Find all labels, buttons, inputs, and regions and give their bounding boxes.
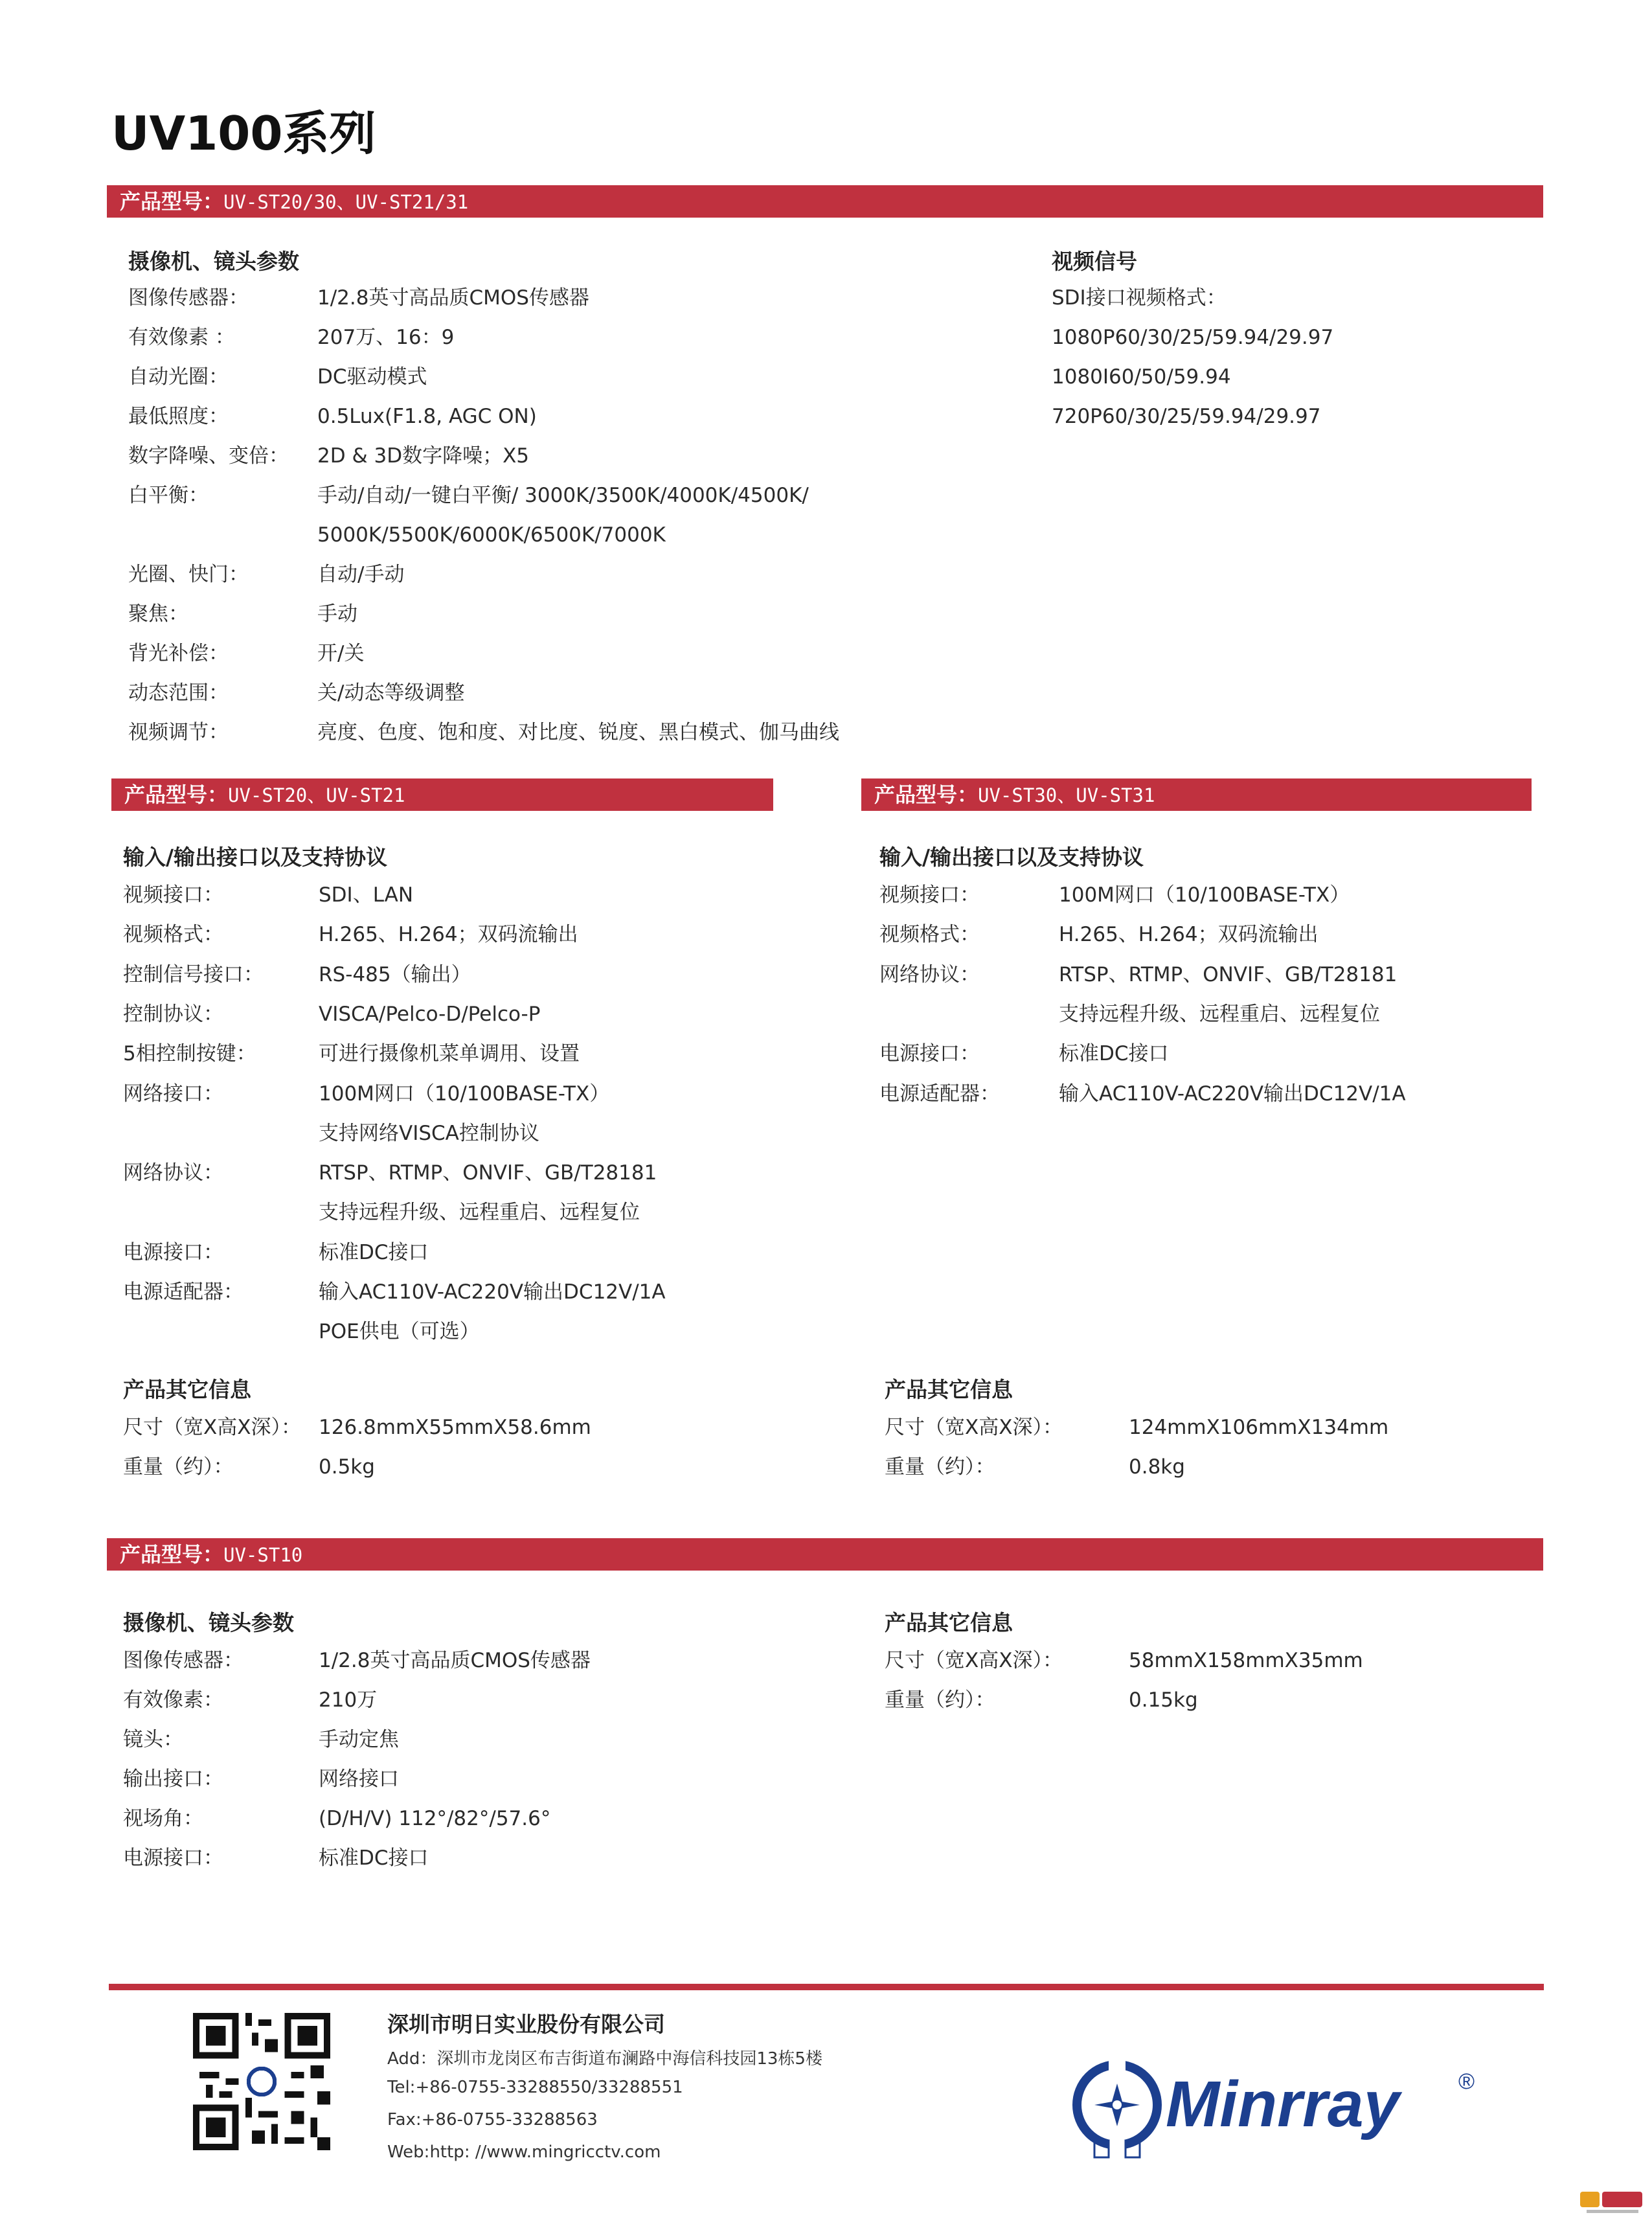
company-fax: Fax:+86-0755-33288563	[387, 2110, 598, 2129]
spec-label: 视频接口：	[123, 883, 223, 907]
spec-value: 5000K/5500K/6000K/6500K/7000K	[317, 523, 666, 547]
spec-label: 光圈、快门：	[128, 563, 249, 586]
spec-label: 电源接口：	[879, 1042, 980, 1066]
spec-value: 0.5Lux(F1.8, AGC ON)	[317, 405, 537, 428]
spec-value: VISCA/Pelco-D/Pelco-P	[319, 1002, 541, 1026]
spec-label: 网络协议：	[879, 962, 980, 986]
spec-value: 124mmX106mmX134mm	[1129, 1416, 1389, 1439]
spec-value: 标准DC接口	[1059, 1042, 1169, 1066]
spec-label: 网络接口：	[123, 1082, 223, 1106]
company-name: 深圳市明日实业股份有限公司	[387, 2012, 665, 2037]
spec-value: 1/2.8英寸高品质CMOS传感器	[319, 1649, 591, 1672]
other-info-heading-st10: 产品其它信息	[885, 1610, 1013, 1635]
spec-value: 1/2.8英寸高品质CMOS传感器	[317, 286, 589, 310]
section-bar-uv-st20-21	[111, 778, 773, 811]
spec-label: 聚焦：	[128, 602, 188, 626]
spec-value: 亮度、色度、饱和度、对比度、锐度、黑白模式、伽马曲线	[317, 721, 839, 744]
other-info-heading-left: 产品其它信息	[123, 1377, 251, 1402]
video-format-line: SDI接口视频格式：	[1052, 286, 1227, 310]
company-web[interactable]: Web:http: //www.mingricctv.com	[387, 2142, 661, 2162]
spec-value: RTSP、RTMP、ONVIF、GB/T28181	[319, 1161, 657, 1185]
watermark-logo	[1580, 2189, 1645, 2215]
spec-label: 图像传感器：	[128, 286, 249, 310]
spec-value: 0.15kg	[1129, 1688, 1198, 1712]
spec-label: 视频接口：	[879, 883, 980, 907]
spec-label: 重量（约）：	[885, 1688, 995, 1712]
spec-value: 207万、16：9	[317, 326, 455, 349]
video-format-line: 1080I60/50/59.94	[1052, 365, 1231, 389]
spec-value: 手动定焦	[319, 1728, 399, 1751]
spec-value: 标准DC接口	[319, 1846, 429, 1870]
spec-value: 开/关	[317, 642, 365, 665]
spec-value: 关/动态等级调整	[317, 681, 465, 705]
spec-value: DC驱动模式	[317, 365, 427, 389]
other-info-heading-right: 产品其它信息	[885, 1377, 1013, 1402]
spec-label: 控制协议：	[123, 1002, 223, 1026]
spec-value: 网络接口	[319, 1767, 399, 1791]
spec-value: 100M网口（10/100BASE-TX）	[319, 1082, 610, 1106]
spec-label: 背光补偿：	[128, 642, 229, 665]
camera-params-heading-st10: 摄像机、镜头参数	[123, 1610, 294, 1635]
spec-label: 电源适配器：	[879, 1082, 1000, 1106]
spec-label: 电源接口：	[123, 1240, 223, 1264]
spec-value: RTSP、RTMP、ONVIF、GB/T28181	[1059, 962, 1397, 986]
spec-label: 视频格式：	[123, 923, 223, 947]
spec-label: 网络协议：	[123, 1161, 223, 1185]
logo-text: Minrray	[1166, 2068, 1400, 2141]
spec-value: 手动/自动/一键白平衡/ 3000K/3500K/4000K/4500K/	[317, 484, 809, 507]
spec-value: 可进行摄像机菜单调用、设置	[319, 1042, 580, 1066]
spec-label: 控制信号接口：	[123, 962, 264, 986]
spec-label: 白平衡：	[128, 484, 209, 507]
bar-label: 产品型号：	[124, 782, 229, 807]
spec-label: 尺寸（宽X高X深）：	[885, 1416, 1063, 1439]
bar-label: 产品型号：	[120, 1542, 224, 1567]
bar-model: UV-ST20/30、UV-ST21/31	[223, 191, 469, 213]
spec-label: 重量（约）：	[885, 1455, 995, 1479]
spec-value: 支持远程升级、远程重启、远程复位	[1059, 1002, 1380, 1026]
qr-code-icon	[193, 2013, 330, 2150]
io-heading-right: 输入/输出接口以及支持协议	[879, 845, 1144, 870]
spec-label: 镜头：	[123, 1728, 183, 1751]
spec-value: H.265、H.264；双码流输出	[1059, 923, 1318, 947]
spec-value: 2D & 3D数字降噪；X5	[317, 444, 530, 468]
spec-value: 126.8mmX55mmX58.6mm	[319, 1416, 591, 1439]
spec-value: 自动/手动	[317, 563, 405, 586]
section-bar-uv-st30-31	[861, 778, 1532, 811]
spec-label: 视场角：	[123, 1807, 203, 1830]
spec-value: RS-485（输出）	[319, 962, 471, 986]
spec-label: 自动光圈：	[128, 365, 229, 389]
spec-value: 支持网络VISCA控制协议	[319, 1121, 539, 1145]
spec-value: 输入AC110V-AC220V输出DC12V/1A	[319, 1280, 666, 1304]
io-heading-left: 输入/输出接口以及支持协议	[123, 845, 388, 870]
bar-label: 产品型号：	[120, 189, 224, 214]
video-format-line: 1080P60/30/25/59.94/29.97	[1052, 326, 1334, 349]
spec-label: 重量（约）：	[123, 1455, 234, 1479]
spec-label: 图像传感器：	[123, 1649, 243, 1672]
section-bar-uv-st20-30-21-31	[107, 185, 1543, 218]
spec-value: 58mmX158mmX35mm	[1129, 1649, 1363, 1672]
spec-label: 视频调节：	[128, 721, 229, 744]
spec-value: 210万	[319, 1688, 378, 1712]
bar-model: UV-ST10	[223, 1544, 303, 1566]
company-address: Add：深圳市龙岗区布吉街道布澜路中海信科技园13栋5楼	[387, 2049, 822, 2069]
spec-label: 最低照度：	[128, 405, 229, 428]
spec-label: 输出接口：	[123, 1767, 223, 1791]
spec-value: 0.8kg	[1129, 1455, 1185, 1479]
spec-value: 输入AC110V-AC220V输出DC12V/1A	[1059, 1082, 1406, 1106]
video-format-line: 720P60/30/25/59.94/29.97	[1052, 405, 1321, 428]
spec-value: 0.5kg	[319, 1455, 375, 1479]
spec-label: 尺寸（宽X高X深）：	[123, 1416, 301, 1439]
spec-label: 尺寸（宽X高X深）：	[885, 1649, 1063, 1672]
spec-label: 动态范围：	[128, 681, 229, 705]
company-tel: Tel:+86-0755-33288550/33288551	[387, 2078, 683, 2097]
spec-label: 电源接口：	[123, 1846, 223, 1870]
bar-model: UV-ST30、UV-ST31	[978, 784, 1155, 806]
spec-value: 手动	[317, 602, 357, 626]
spec-value: 支持远程升级、远程重启、远程复位	[319, 1201, 640, 1225]
spec-value: H.265、H.264；双码流输出	[319, 923, 578, 947]
bar-model: UV-ST20、UV-ST21	[228, 784, 405, 806]
page-title: UV100系列	[111, 106, 376, 161]
spec-label: 数字降噪、变倍：	[128, 444, 289, 468]
spec-value: POE供电（可选）	[319, 1320, 480, 1344]
bar-label: 产品型号：	[874, 782, 979, 807]
spec-label: 电源适配器：	[123, 1280, 243, 1304]
section-bar-uv-st10	[107, 1538, 1543, 1571]
spec-label: 有效像素 ：	[128, 326, 235, 349]
video-signal-heading: 视频信号	[1052, 249, 1137, 274]
spec-value: (D/H/V) 112°/82°/57.6°	[319, 1807, 551, 1830]
spec-label: 视频格式：	[879, 923, 980, 947]
camera-params-heading: 摄像机、镜头参数	[128, 249, 299, 274]
spec-value: 标准DC接口	[319, 1240, 429, 1264]
spec-value: 100M网口（10/100BASE-TX）	[1059, 883, 1350, 907]
spec-label: 有效像素：	[123, 1688, 223, 1712]
spec-label: 5相控制按键：	[123, 1042, 256, 1066]
logo-registered-mark: ®	[1458, 2069, 1475, 2094]
spec-value: SDI、LAN	[319, 883, 414, 907]
minrray-logo	[1069, 2050, 1477, 2166]
footer-divider	[109, 1984, 1544, 1990]
